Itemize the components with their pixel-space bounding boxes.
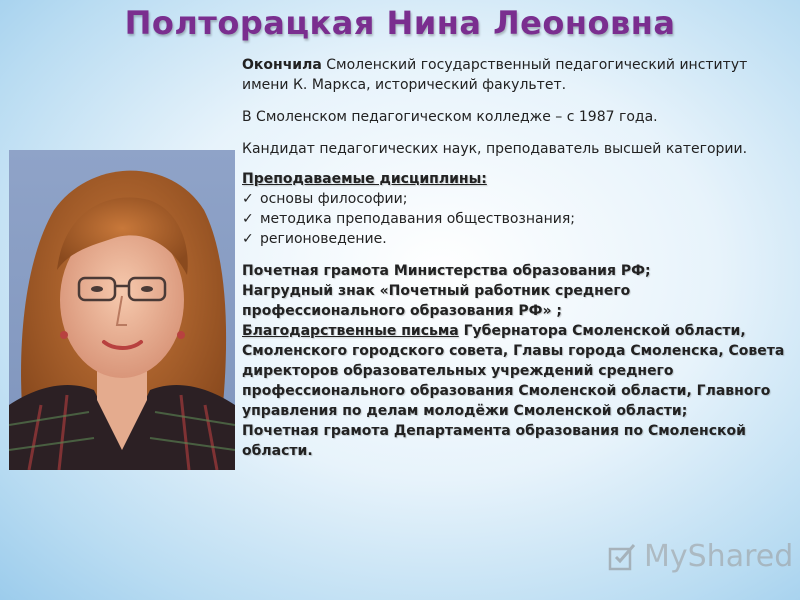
education-text: Смоленский государственный педагогический институт имени К. Маркса, исторический факультет. xyxy=(242,57,748,93)
education-paragraph xyxy=(242,55,787,95)
education-lead: Окончила xyxy=(242,57,322,73)
list-item: ✓ методика преподавания обществознания; xyxy=(242,209,787,229)
portrait-illustration xyxy=(9,150,235,470)
awards-block xyxy=(242,261,787,461)
award-letters-text: Губернатора Смоленской области, Смоленского городского совета, Главы города Смоленска, Совета директоров образовательных учреждений среднего профессионального образования Смоленской области, Главного управления по делам молодёжи Смоленской области; xyxy=(242,323,785,419)
biography-text xyxy=(242,55,787,461)
award-ministry: Почетная грамота Министерства образования РФ; xyxy=(242,263,651,279)
slide-title: Полторацкая Нина Леоновна xyxy=(124,4,676,42)
award-badge: Нагрудный знак «Почетный работник среднего профессионального образования РФ» ; xyxy=(242,283,631,319)
disciplines-title: Преподаваемые дисциплины: xyxy=(242,171,487,187)
list-item: ✓ основы философии; xyxy=(242,189,787,209)
watermark-text: MyShared xyxy=(644,538,794,574)
disciplines-list xyxy=(242,189,787,249)
degree-paragraph: Кандидат педагогических наук, преподаватель высшей категории. xyxy=(242,141,748,157)
watermark xyxy=(608,536,793,576)
list-item: ✓ регионоведение. xyxy=(242,229,787,249)
myshared-logo-icon xyxy=(608,541,638,571)
award-letters-lead: Благодарственные письма xyxy=(242,323,459,339)
award-department: Почетная грамота Департамента образования по Смоленской области. xyxy=(242,423,746,459)
portrait-photo xyxy=(9,150,235,470)
award-letters xyxy=(242,321,787,421)
college-paragraph: В Смоленском педагогическом колледже – с 1987 года. xyxy=(242,109,658,125)
